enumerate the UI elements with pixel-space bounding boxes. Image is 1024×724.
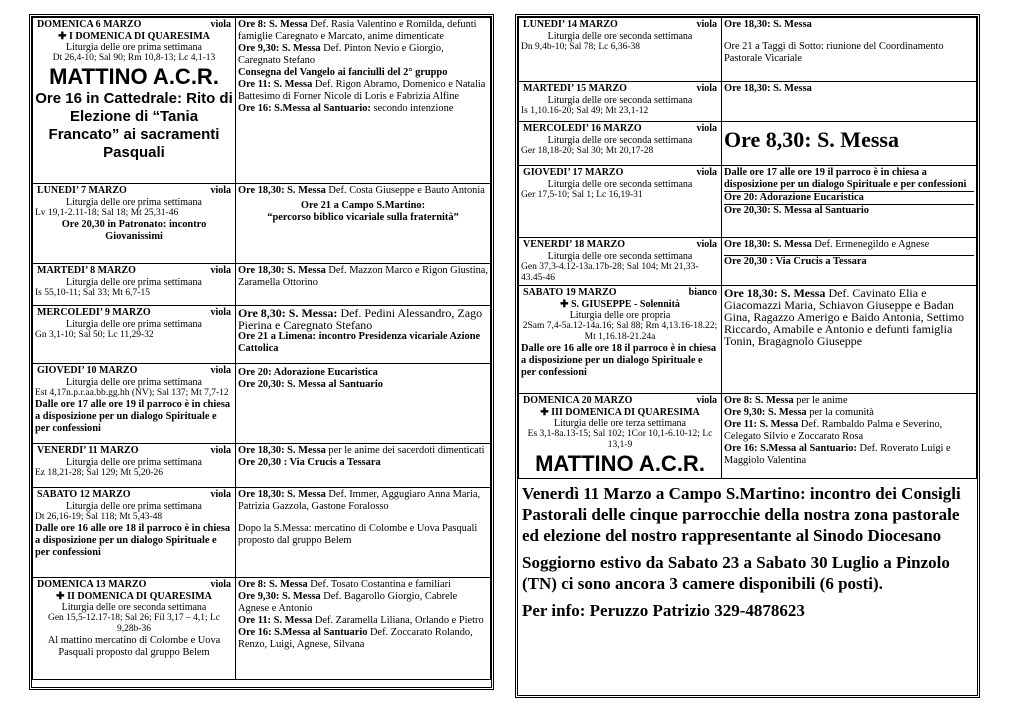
event-line (238, 457, 488, 469)
event-time: Consegna del Vangelo ai fanciulli del 2° gruppo (238, 67, 448, 78)
day-row (519, 82, 977, 122)
event-text: Def. Costa Giuseppe e Bauto Antonia (325, 185, 485, 196)
liturgical-color: viola (696, 167, 717, 178)
day-events-cell (722, 82, 977, 122)
liturgy-week: Liturgia delle ore seconda settimana (547, 251, 693, 262)
event-time: Ore 18,30: S. Messa (238, 185, 326, 196)
day-row (33, 578, 491, 680)
liturgical-color: viola (210, 489, 231, 500)
event-text: Def. Rigon Abramo, Domenico e Natalia (312, 79, 486, 90)
readings: Es 3,1-8a.13-15; Sal 102; 1Cor 10,1-6.10-12; Lc 13,1-9 (527, 429, 713, 450)
feast-title (35, 31, 233, 42)
feast-title (521, 299, 719, 310)
readings: Dt 26,4-10; Sal 90; Rm 10,8-13; Lc 4,1-13 (52, 53, 216, 63)
extra-event (238, 200, 488, 224)
liturgy-week: Liturgia delle ore prima settimana (66, 42, 202, 53)
announcement-3: Per info: Peruzzo Patrizio 329-4878623 (522, 601, 805, 620)
event-text: Ore 21 a Taggì di Sotto: riunione del Coordinamento Pastorale Vicariale (724, 41, 944, 64)
event-time: Ore 11: S. Messa (238, 79, 313, 90)
day-name: MERCOLEDI’ 9 MARZO (37, 307, 151, 318)
event-line (724, 83, 974, 95)
liturgy-week: Liturgia delle ore prima settimana (66, 277, 202, 288)
event-text: Def. Rambaldo Palma e Severino, Celegato Silvio e Zoccarato Rosa (724, 419, 943, 442)
event-line (724, 239, 974, 251)
day-name: DOMENICA 13 MARZO (37, 579, 147, 590)
day-events-cell (722, 238, 977, 286)
day-events-cell (236, 306, 491, 364)
day-header (35, 579, 233, 591)
left-schedule-panel (29, 14, 494, 690)
liturgical-color: viola (696, 239, 717, 250)
readings: Dt 26,16-19; Sal 118; Mt 5,43-48 (35, 512, 163, 522)
event-time: Ore 11: S. Messa (238, 615, 313, 626)
event-line (724, 255, 974, 268)
day-name: LUNEDI’ 14 MARZO (523, 19, 618, 30)
readings: Is 55,10-11; Sal 33; Mt 6,7-15 (35, 288, 150, 298)
day-row (33, 306, 491, 364)
day-events-cell (722, 286, 977, 394)
day-events-cell (236, 264, 491, 306)
feast-name: II DOMENICA DI QUARESIMA (67, 591, 212, 602)
day-info-cell (33, 184, 236, 264)
day-note: Dalle ore 16 alle ore 18 il parroco è in chiesa a disposizione per un dialogo Spirituale e per confessioni (521, 343, 717, 378)
day-events-cell (236, 444, 491, 488)
announcement-2: Soggiorno estivo da Sabato 23 a Sabato 30 Luglio a Pinzolo (TN) ci sono ancora 3 camere disponibili (6 posti). (522, 553, 950, 593)
event-line (724, 395, 974, 407)
day-header (35, 265, 233, 277)
day-info-cell (519, 122, 722, 166)
event-line (238, 265, 488, 289)
event-line (724, 407, 974, 419)
event-text: Def. Pinton Nevio e Giorgio, Caregnato Stefano (238, 43, 444, 66)
day-name: SABATO 19 MARZO (523, 287, 617, 298)
event-text: Def. Zaramella Liliana, Orlando e Pietro (312, 615, 484, 626)
day-info-cell (33, 306, 236, 364)
event-time: Ore 8: S. Messa (238, 19, 308, 30)
day-header (35, 307, 233, 319)
day-name: MARTEDI’ 8 MARZO (37, 265, 136, 276)
event-time: Ore 9,30: S. Messa (238, 43, 321, 54)
event-text: Def. Rasia Valentino e Romilda, defunti famiglie Caregnato e Marcato, anime dimenticate (238, 19, 477, 42)
liturgy-week: Liturgia delle ore seconda settimana (61, 602, 207, 613)
event-text: secondo intenzione (370, 103, 454, 114)
day-events-cell (236, 18, 491, 184)
event-time: Ore 20: Adorazione Eucaristica (724, 192, 864, 203)
event-time: Ore 20: Adorazione Eucaristica (238, 367, 378, 378)
liturgical-color: viola (696, 19, 717, 30)
event-time: Ore 16: S.Messa al Santuario: (724, 443, 857, 454)
liturgy-week: Liturgia delle ore seconda settimana (547, 95, 693, 106)
day-row (519, 394, 977, 479)
event-line (238, 513, 488, 523)
day-header (521, 167, 719, 179)
event-text: Def. Ermenegildo e Agnese (811, 239, 930, 250)
day-info-cell (33, 444, 236, 488)
readings: Lv 19,1-2.11-18; Sal 18; Mt 25,31-46 (35, 208, 179, 218)
event-text: Def. Zoccarato Rolando, Renzo, Luigi, Agnese, Silvana (238, 627, 473, 650)
event-line (724, 287, 974, 347)
event-text: per la comunità (806, 407, 874, 418)
liturgy-week: Liturgia delle ore seconda settimana (547, 135, 693, 146)
day-header (521, 239, 719, 251)
day-row (33, 264, 491, 306)
readings: Gen 37,3-4.12-13a.17b-28; Sal 104; Mt 21,33-43.45-46 (521, 262, 699, 283)
event-line (238, 523, 488, 547)
feast-name: S. GIUSEPPE - Solennità (570, 299, 680, 310)
day-header (521, 287, 719, 299)
event-time: Ore 20,30: S. Messa al Santuario (238, 379, 383, 390)
day-events-cell (722, 394, 977, 479)
cathedral-note: Ore 16 in Cattedrale: Rito di Elezione di “Tania Francato” ai sacramenti Pasquali (35, 90, 233, 161)
day-name: DOMENICA 6 MARZO (37, 19, 142, 30)
right-schedule-panel (515, 14, 980, 698)
day-note: Dalle ore 16 alle ore 18 il parroco è in chiesa a disposizione per un dialogo Spirituale e per confessioni (35, 523, 231, 558)
day-row (33, 18, 491, 184)
liturgy-week: Liturgia delle ore seconda settimana (547, 31, 693, 42)
readings: Ger 18,18-20; Sal 30; Mt 20,17-28 (521, 146, 654, 156)
feast-title (35, 591, 233, 602)
day-row (33, 444, 491, 488)
acr-title: MATTINO A.C.R. (49, 64, 219, 89)
left-schedule-table (32, 17, 491, 680)
day-info-cell (519, 18, 722, 82)
day-events-cell (722, 122, 977, 166)
liturgy-week: Liturgia delle ore terza settimana (554, 418, 686, 429)
event-line (238, 627, 488, 651)
event-line (724, 419, 974, 443)
event-time: Ore 9,30: S. Messa (724, 407, 807, 418)
event-time: Ore 18,30: S. Messa (724, 286, 826, 300)
event-line (238, 19, 488, 43)
event-time: Ore 18,30: S. Messa (724, 19, 812, 30)
event-text: Dopo la S.Messa: mercatino di Colombe e Uova Pasquali proposto dal gruppo Belem (238, 523, 478, 546)
liturgy-week: Liturgia delle ore prima settimana (66, 319, 202, 330)
day-name: MARTEDI’ 15 MARZO (523, 83, 627, 94)
readings: Est 4,17n.p.r.aa.bb.gg.hh (NV); Sal 137; Mt 7,7-12 (35, 388, 229, 398)
event-time: Ore 18,30: S. Messa (238, 489, 326, 500)
day-header (35, 185, 233, 197)
event-text: Def. Pedini Alessandro, Zago Pierina e Caregnato Stefano (238, 306, 483, 332)
day-name: VENERDI’ 18 MARZO (523, 239, 626, 250)
liturgical-color: viola (210, 307, 231, 318)
liturgical-color: viola (210, 445, 231, 456)
day-note: Dalle ore 17 alle ore 19 il parroco è in chiesa a disposizione per un dialogo Spirituale e per confessioni (35, 399, 231, 434)
readings: 2Sam 7,4-5a.12-14a.16; Sal 88; Rm 4,13.16-18.22; Mt 1,16.18-21.24a (522, 321, 718, 342)
day-info-cell (519, 82, 722, 122)
event-text: Def. Bagarollo Giorgio, Cabrele Agnese e Antonio (238, 591, 458, 614)
liturgy-week: Liturgia delle ore prima settimana (66, 501, 202, 512)
event-time: Ore 18,30: S. Messa (238, 265, 326, 276)
event-line (238, 103, 488, 115)
event-line (238, 185, 488, 197)
extra-event-title: Ore 21 a Campo S.Martino: (300, 200, 426, 211)
liturgical-color: viola (696, 123, 717, 134)
event-time: Dalle ore 17 alle ore 19 il parroco è in chiesa a disposizione per un dialogo Spirituale e per confessioni (724, 167, 967, 190)
day-info-cell (519, 394, 722, 479)
event-line (238, 43, 488, 67)
event-time: Ore 8: S. Messa (724, 395, 794, 406)
acr-title: MATTINO A.C.R. (535, 451, 705, 476)
event-text: Def. Tosato Costantina e familiari (307, 579, 452, 590)
liturgy-week: Liturgia delle ore prima settimana (66, 457, 202, 468)
day-row (519, 122, 977, 166)
event-line (724, 204, 974, 217)
day-name: DOMENICA 20 MARZO (523, 395, 633, 406)
event-time: Ore 18,30: S. Messa (724, 83, 812, 94)
day-info-cell (519, 166, 722, 238)
day-name: VENERDI’ 11 MARZO (37, 445, 139, 456)
event-time: Ore 20,30: S. Messa al Santuario (724, 205, 869, 216)
event-line (238, 307, 488, 331)
day-header (35, 365, 233, 377)
liturgical-color: viola (696, 83, 717, 94)
event-time: Ore 18,30: S. Messa (238, 445, 326, 456)
event-time: Ore 18,30: S. Messa (724, 239, 812, 250)
liturgical-color: viola (210, 365, 231, 376)
event-line (238, 79, 488, 91)
day-row (33, 488, 491, 578)
day-events-cell (236, 184, 491, 264)
event-time: Ore 20,30 : Via Crucis a Tessara (238, 457, 381, 468)
event-line (238, 489, 488, 513)
readings: Is 1,10.16-20; Sal 49; Mt 23,1-12 (521, 106, 649, 116)
liturgy-week: Liturgia delle ore propria (569, 310, 671, 321)
day-name: SABATO 12 MARZO (37, 489, 131, 500)
event-line (238, 615, 488, 627)
event-time: Ore 9,30: S. Messa (238, 591, 321, 602)
day-header (35, 445, 233, 457)
liturgical-color: viola (210, 579, 231, 590)
day-header (35, 489, 233, 501)
day-row (519, 18, 977, 82)
market-note: Al mattino mercatino di Colombe e Uova Pasquali proposto dal gruppo Belem (47, 635, 221, 658)
readings: Dn 9,4b-10; Sal 78; Lc 6,36-38 (521, 42, 641, 52)
liturgical-color: bianco (688, 287, 717, 298)
day-row (519, 286, 977, 394)
event-time: Ore 8,30: S. Messa: (238, 306, 338, 320)
day-info-cell (33, 364, 236, 444)
liturgy-week: Liturgia delle ore seconda settimana (547, 179, 693, 190)
day-events-cell (722, 18, 977, 82)
event-line (238, 445, 488, 457)
cross-icon: ✚ (58, 31, 70, 42)
day-name: LUNEDI’ 7 MARZO (37, 185, 127, 196)
event-time: Ore 16: S.Messa al Santuario: (238, 103, 371, 114)
readings: Ez 18,21-28; Sal 129; Mt 5,20-26 (35, 468, 163, 478)
day-row (33, 364, 491, 444)
day-header (35, 19, 233, 31)
day-events-cell (236, 364, 491, 444)
event-text: per le anime dei sacerdoti dimenticati (325, 445, 485, 456)
day-name: GIOVEDI’ 10 MARZO (37, 365, 138, 376)
event-text: Battesimo di Forner Nicole di Loris e Fabrizia Alfine (238, 91, 460, 102)
cross-icon: ✚ (560, 299, 571, 310)
event-text: Def. Immer, Aggugiaro Anna Maria, Patrizia Gazzola, Gastone Foralosso (238, 489, 481, 512)
event-text: Def. Cavinato Elia e Giacomazzi Maria, Schiavon Giuseppe e Badan Gina, Ragazzo Amerigo e Baido Antonia, Settimo Riccardo, Amabile e Antonio e defunti famiglia Tonin, Bragagnolo Giuseppe (724, 286, 964, 348)
cross-icon: ✚ (56, 591, 68, 602)
day-name: MERCOLEDI’ 16 MARZO (523, 123, 642, 134)
event-text: Def. Roverato Luigi e Maggiolo Valentina (724, 443, 951, 466)
event-line (238, 367, 488, 379)
right-schedule-table (518, 17, 977, 479)
day-header (521, 83, 719, 95)
event-line (238, 331, 488, 355)
event-text: Def. Mazzon Marco e Rigon Giustina, Zaramella Ottorino (238, 265, 488, 288)
extra-event-text: “percorso biblico vicariale sulla fraternità” (267, 212, 459, 223)
event-line (238, 591, 488, 615)
day-row (33, 184, 491, 264)
event-line (238, 67, 488, 79)
liturgical-color: viola (696, 395, 717, 406)
event-line (724, 191, 974, 204)
day-header (521, 19, 719, 31)
day-info-cell (33, 578, 236, 680)
event-time: Ore 8: S. Messa (238, 579, 308, 590)
day-header (521, 123, 719, 135)
day-note: Ore 20,30 in Patronato: incontro Giovanissimi (61, 219, 207, 242)
event-line (724, 41, 974, 65)
event-line (724, 167, 974, 191)
event-time: Ore 11: S. Messa (724, 419, 799, 430)
day-info-cell (519, 238, 722, 286)
readings: Gn 3,1-10; Sal 50; Lc 11,29-32 (35, 330, 154, 340)
liturgical-color: viola (210, 19, 231, 30)
event-line (724, 19, 974, 31)
event-line (238, 91, 488, 103)
mass-time: Ore 8,30: S. Messa (724, 127, 899, 152)
day-info-cell (33, 264, 236, 306)
day-events-cell (236, 488, 491, 578)
day-row (519, 238, 977, 286)
liturgical-color: viola (210, 265, 231, 276)
day-events-cell (722, 166, 977, 238)
event-text: per le anime (793, 395, 848, 406)
day-name: GIOVEDI’ 17 MARZO (523, 167, 624, 178)
day-info-cell (33, 488, 236, 578)
announcement-1: Venerdì 11 Marzo a Campo S.Martino: incontro dei Consigli Pastorali delle cinque parrocchie della nostra zona pastorale ed elezione del nostro rappresentante al Sinodo Diocesano (522, 484, 961, 545)
day-info-cell (33, 18, 236, 184)
event-line (724, 31, 974, 41)
liturgy-week: Liturgia delle ore prima settimana (66, 377, 202, 388)
day-row (519, 166, 977, 238)
announcements (518, 479, 977, 621)
day-events-cell (236, 578, 491, 680)
readings: Gen 15,5-12.17-18; Sal 26; Fil 3,17 – 4,1; Lc 9,28b-36 (47, 613, 221, 634)
day-header (521, 395, 719, 407)
event-line (724, 443, 974, 467)
event-time: Ore 21 a Limena: incontro Presidenza vicariale Azione Cattolica (238, 331, 481, 354)
day-info-cell (519, 286, 722, 394)
event-line (238, 379, 488, 391)
event-time: Ore 20,30 : Via Crucis a Tessara (724, 256, 867, 267)
event-line (238, 579, 488, 591)
feast-name: I DOMENICA DI QUARESIMA (69, 31, 210, 42)
feast-title (521, 407, 719, 418)
event-time: Ore 16: S.Messa al Santuario (238, 627, 368, 638)
liturgy-week: Liturgia delle ore prima settimana (66, 197, 202, 208)
readings: Ger 17,5-10; Sal 1; Lc 16,19-31 (521, 190, 643, 200)
feast-name: III DOMENICA DI QUARESIMA (551, 407, 700, 418)
cross-icon: ✚ (540, 407, 552, 418)
liturgical-color: viola (210, 185, 231, 196)
